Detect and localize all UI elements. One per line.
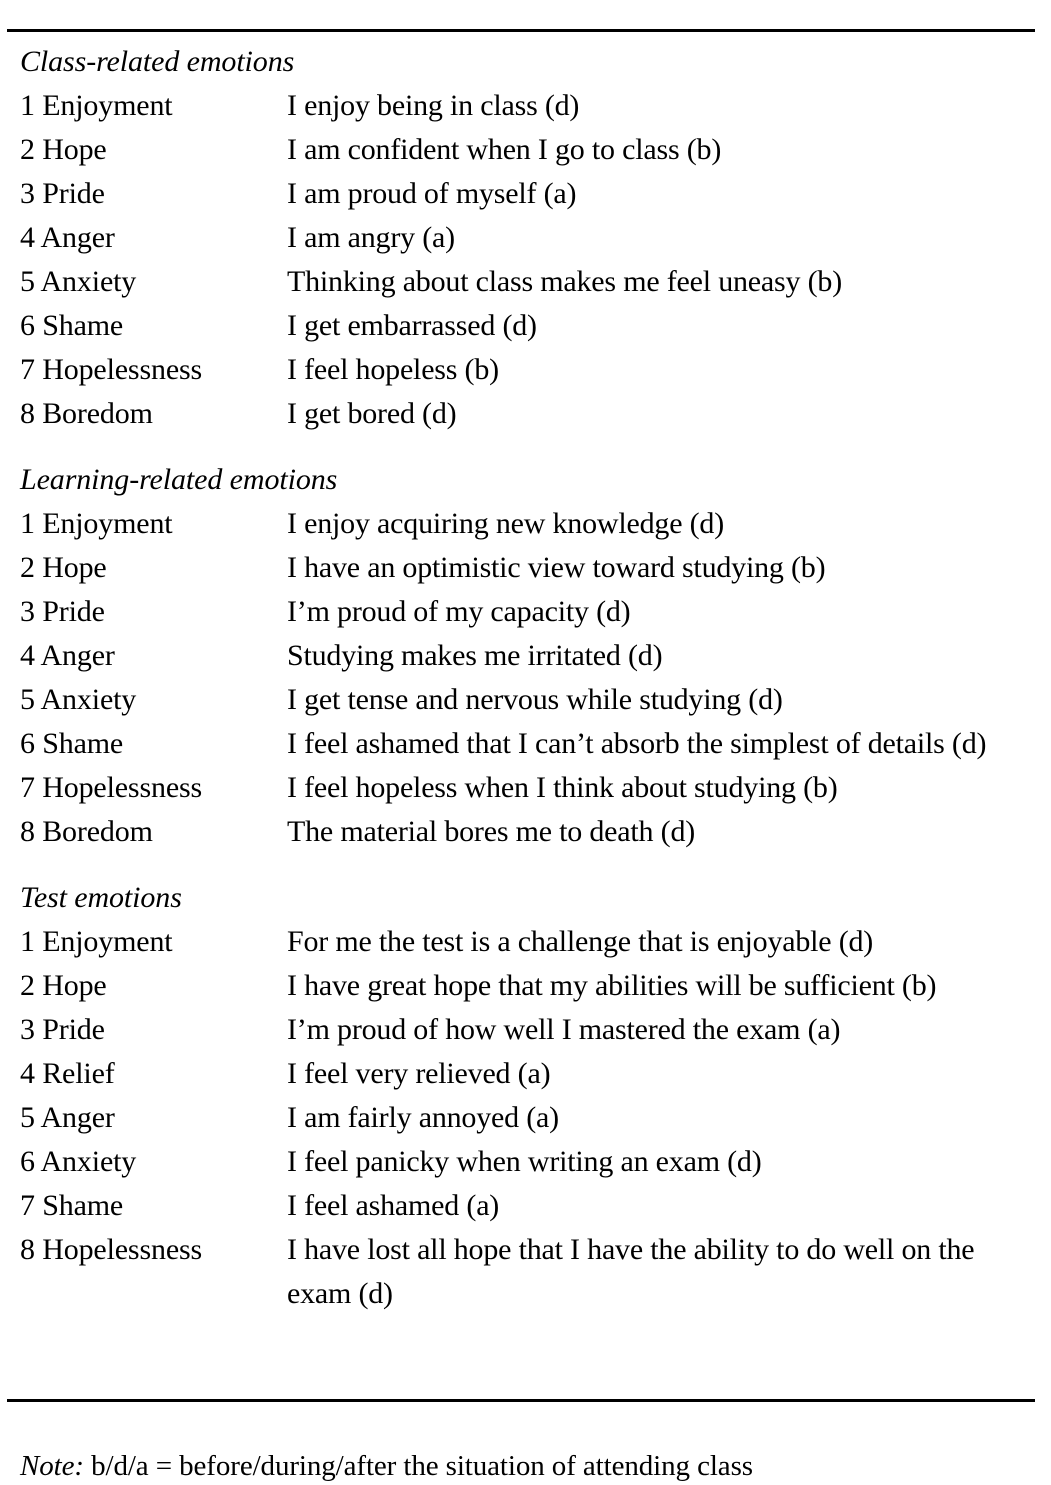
table-row	[20, 678, 1038, 722]
table-note	[20, 1447, 1035, 1485]
row-emotion-label: 5 Anger	[20, 1101, 115, 1134]
row-emotion-label: 7 Shame	[20, 1189, 124, 1222]
table-row	[20, 1228, 1038, 1316]
row-emotion-label: 3 Pride	[20, 595, 105, 628]
table-row	[20, 634, 1038, 678]
table-row	[20, 590, 1038, 634]
table-note-text: b/d/a = before/during/after the situation of attending class	[83, 1450, 753, 1482]
row-item-text: I am confident when I go to class (b)	[287, 133, 722, 166]
row-item-text: I feel panicky when writing an exam (d)	[287, 1145, 762, 1178]
row-emotion-label: 4 Anger	[20, 639, 115, 672]
row-item-text: I feel hopeless (b)	[287, 353, 499, 386]
table-row	[20, 84, 1038, 128]
table-section-learning-related	[20, 458, 1038, 854]
row-emotion-label: 1 Enjoyment	[20, 507, 173, 540]
row-item-text: I get bored (d)	[287, 397, 457, 430]
row-item-text: I feel ashamed (a)	[287, 1189, 500, 1222]
row-emotion-label: 3 Pride	[20, 177, 105, 210]
row-item-text: I am fairly annoyed (a)	[287, 1101, 559, 1134]
table-row	[20, 920, 1038, 964]
row-emotion-label: 2 Hope	[20, 969, 107, 1002]
row-item-text: Studying makes me irritated (d)	[287, 639, 663, 672]
table-row	[20, 1008, 1038, 1052]
table-row	[20, 1052, 1038, 1096]
row-item-text: I am angry (a)	[287, 221, 455, 254]
table-row	[20, 216, 1038, 260]
row-emotion-label: 3 Pride	[20, 1013, 105, 1046]
row-emotion-label: 1 Enjoyment	[20, 89, 173, 122]
table-row	[20, 172, 1038, 216]
table-bottom-rule	[7, 1399, 1035, 1402]
row-item-text: I have lost all hope that I have the ability to do well on the exam (d)	[287, 1233, 975, 1310]
row-item-text: I get embarrassed (d)	[287, 309, 537, 342]
table-section-class-related	[20, 40, 1038, 436]
table-row	[20, 810, 1038, 854]
row-item-text: I feel very relieved (a)	[287, 1057, 551, 1090]
row-item-text: I enjoy acquiring new knowledge (d)	[287, 507, 725, 540]
row-emotion-label: 8 Boredom	[20, 397, 153, 430]
table-row	[20, 304, 1038, 348]
table-section-test	[20, 876, 1038, 1316]
row-item-text: For me the test is a challenge that is enjoyable (d)	[287, 925, 874, 958]
table-row	[20, 1096, 1038, 1140]
row-emotion-label: 4 Relief	[20, 1057, 115, 1090]
table-row	[20, 766, 1038, 810]
row-emotion-label: 4 Anger	[20, 221, 115, 254]
table-row	[20, 964, 1038, 1008]
row-emotion-label: 5 Anxiety	[20, 265, 137, 298]
section-heading: Test emotions	[20, 881, 182, 914]
table-row	[20, 502, 1038, 546]
row-item-text: The material bores me to death (d)	[287, 815, 696, 848]
row-emotion-label: 8 Hopelessness	[20, 1233, 203, 1266]
row-item-text: I have great hope that my abilities will be sufficient (b)	[287, 969, 937, 1002]
row-emotion-label: 6 Shame	[20, 309, 124, 342]
row-item-text: I feel ashamed that I can’t absorb the simplest of details (d)	[287, 727, 987, 760]
table-row	[20, 128, 1038, 172]
row-emotion-label: 2 Hope	[20, 133, 107, 166]
table-row	[20, 260, 1038, 304]
row-emotion-label: 7 Hopelessness	[20, 771, 203, 804]
section-heading: Learning-related emotions	[20, 463, 338, 496]
table-top-rule	[7, 29, 1035, 32]
row-item-text: I feel hopeless when I think about studying (b)	[287, 771, 838, 804]
row-item-text: I have an optimistic view toward studying (b)	[287, 551, 826, 584]
table-body	[20, 40, 1038, 1316]
row-item-text: I’m proud of my capacity (d)	[287, 595, 631, 628]
table-row	[20, 1140, 1038, 1184]
row-emotion-label: 7 Hopelessness	[20, 353, 203, 386]
row-emotion-label: 8 Boredom	[20, 815, 153, 848]
table-row	[20, 348, 1038, 392]
row-item-text: Thinking about class makes me feel uneasy (b)	[287, 265, 842, 298]
table-row	[20, 392, 1038, 436]
table-row	[20, 546, 1038, 590]
row-emotion-label: 2 Hope	[20, 551, 107, 584]
row-item-text: I’m proud of how well I mastered the exam (a)	[287, 1013, 841, 1046]
table-note-lead: Note:	[20, 1450, 84, 1482]
row-item-text: I am proud of myself (a)	[287, 177, 577, 210]
row-emotion-label: 1 Enjoyment	[20, 925, 173, 958]
table-row	[20, 722, 1038, 766]
row-item-text: I get tense and nervous while studying (d)	[287, 683, 783, 716]
row-emotion-label: 5 Anxiety	[20, 683, 137, 716]
row-item-text: I enjoy being in class (d)	[287, 89, 580, 122]
section-heading: Class-related emotions	[20, 45, 295, 78]
row-emotion-label: 6 Anxiety	[20, 1145, 137, 1178]
row-emotion-label: 6 Shame	[20, 727, 124, 760]
table-row	[20, 1184, 1038, 1228]
